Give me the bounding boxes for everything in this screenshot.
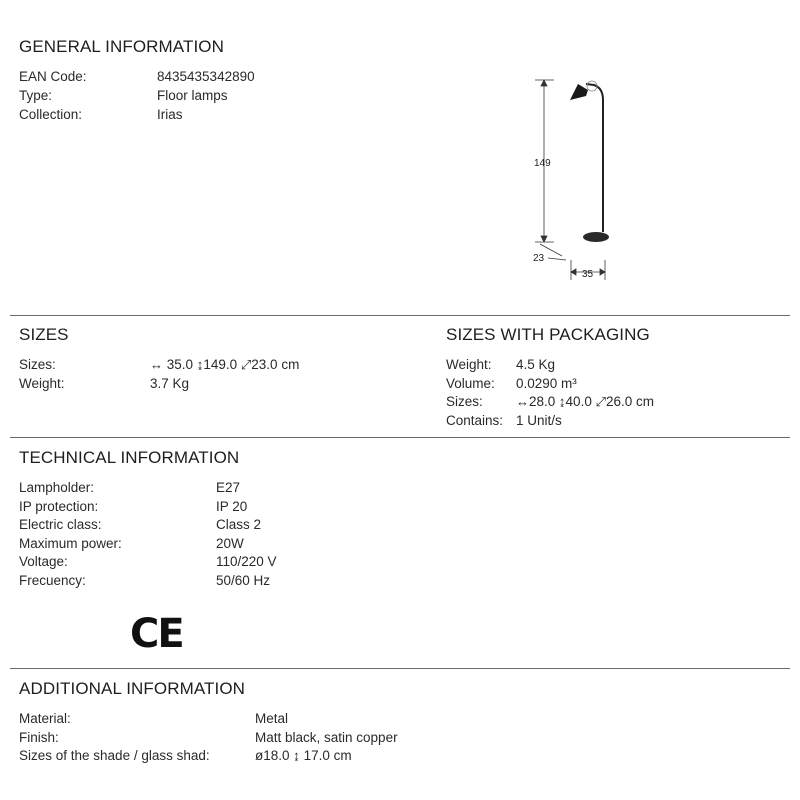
sizes-label: Sizes: xyxy=(19,357,56,372)
weight-label: Weight: xyxy=(19,376,65,391)
material-value: Metal xyxy=(255,711,289,726)
divider xyxy=(10,315,790,316)
size-width: 35.0 xyxy=(166,357,194,372)
packaging-dimensions xyxy=(516,394,654,410)
size-height: 149.0 xyxy=(203,357,238,372)
ean-value: 8435435342890 xyxy=(157,69,255,84)
max-power-value: 20W xyxy=(216,536,244,551)
type-value: Floor lamps xyxy=(157,88,228,103)
divider xyxy=(10,668,790,669)
lamp-dimension-drawing xyxy=(520,70,630,285)
width-arrow-icon: ↔ xyxy=(150,357,163,372)
height-arrow-icon: ↨ xyxy=(293,748,300,763)
packaging-height: 40.0 xyxy=(565,394,592,409)
packaging-width: 28.0 xyxy=(529,394,556,409)
packaging-sizes-label: Sizes: xyxy=(446,394,483,409)
size-unit: cm xyxy=(281,357,300,372)
depth-arrow-icon: ⤢ xyxy=(240,357,252,372)
shade-size-label: Sizes of the shade / glass shad: xyxy=(19,748,210,763)
packaging-unit: cm xyxy=(636,394,655,409)
width-arrow-icon: ↔ xyxy=(516,394,529,409)
lampholder-value: E27 xyxy=(216,480,241,495)
lampholder-label: Lampholder: xyxy=(19,480,95,495)
size-depth: 23.0 xyxy=(251,357,278,372)
packaging-volume-label: Volume: xyxy=(446,376,495,391)
shade-size-value xyxy=(255,748,352,763)
ce-mark-icon: CE xyxy=(130,611,183,657)
additional-title: ADDITIONAL INFORMATION xyxy=(19,679,246,698)
finish-value: Matt black, satin copper xyxy=(255,730,398,745)
collection-label: Collection: xyxy=(19,107,83,122)
shade-unit: cm xyxy=(333,748,352,763)
material-label: Material: xyxy=(19,711,71,726)
electric-class-value: Class 2 xyxy=(216,517,262,532)
packaging-title: SIZES WITH PACKAGING xyxy=(446,325,650,344)
shade-diameter: ø18.0 xyxy=(255,748,290,763)
sizes-title: SIZES xyxy=(19,325,69,344)
voltage-value: 110/220 V xyxy=(216,554,277,569)
packaging-depth: 26.0 xyxy=(606,394,633,409)
lamp-illustration xyxy=(570,81,609,242)
frequency-value: 50/60 Hz xyxy=(216,573,271,588)
packaging-volume-value: 0.0290 m³ xyxy=(516,376,577,391)
weight-value: 3.7 Kg xyxy=(150,376,190,391)
base-dimension-label: 23 xyxy=(533,253,545,264)
height-arrow-icon: ↨ xyxy=(196,357,204,372)
ip-value: IP 20 xyxy=(216,499,248,514)
voltage-label: Voltage: xyxy=(19,554,68,569)
packaging-contains-value: 1 Unit/s xyxy=(516,413,562,428)
electric-class-label: Electric class: xyxy=(19,517,102,532)
packaging-contains-label: Contains: xyxy=(446,413,504,428)
type-label: Type: xyxy=(19,88,53,103)
collection-value: Irias xyxy=(157,107,183,122)
depth-arrow-icon: ⤢ xyxy=(595,394,606,409)
sizes-dimensions xyxy=(150,357,299,373)
finish-label: Finish: xyxy=(19,730,59,745)
width-dimension-label: 35 xyxy=(582,269,594,280)
packaging-weight-label: Weight: xyxy=(446,357,492,372)
ean-label: EAN Code: xyxy=(19,69,87,84)
height-dimension-label: 149 xyxy=(534,158,551,169)
packaging-weight-value: 4.5 Kg xyxy=(516,357,556,372)
ip-label: IP protection: xyxy=(19,499,99,514)
height-arrow-icon: ↨ xyxy=(559,394,566,409)
general-title: GENERAL INFORMATION xyxy=(19,37,224,56)
divider xyxy=(10,437,790,438)
max-power-label: Maximum power: xyxy=(19,536,122,551)
technical-title: TECHNICAL INFORMATION xyxy=(19,448,240,467)
frequency-label: Frecuency: xyxy=(19,573,86,588)
shade-height: 17.0 xyxy=(303,748,330,763)
